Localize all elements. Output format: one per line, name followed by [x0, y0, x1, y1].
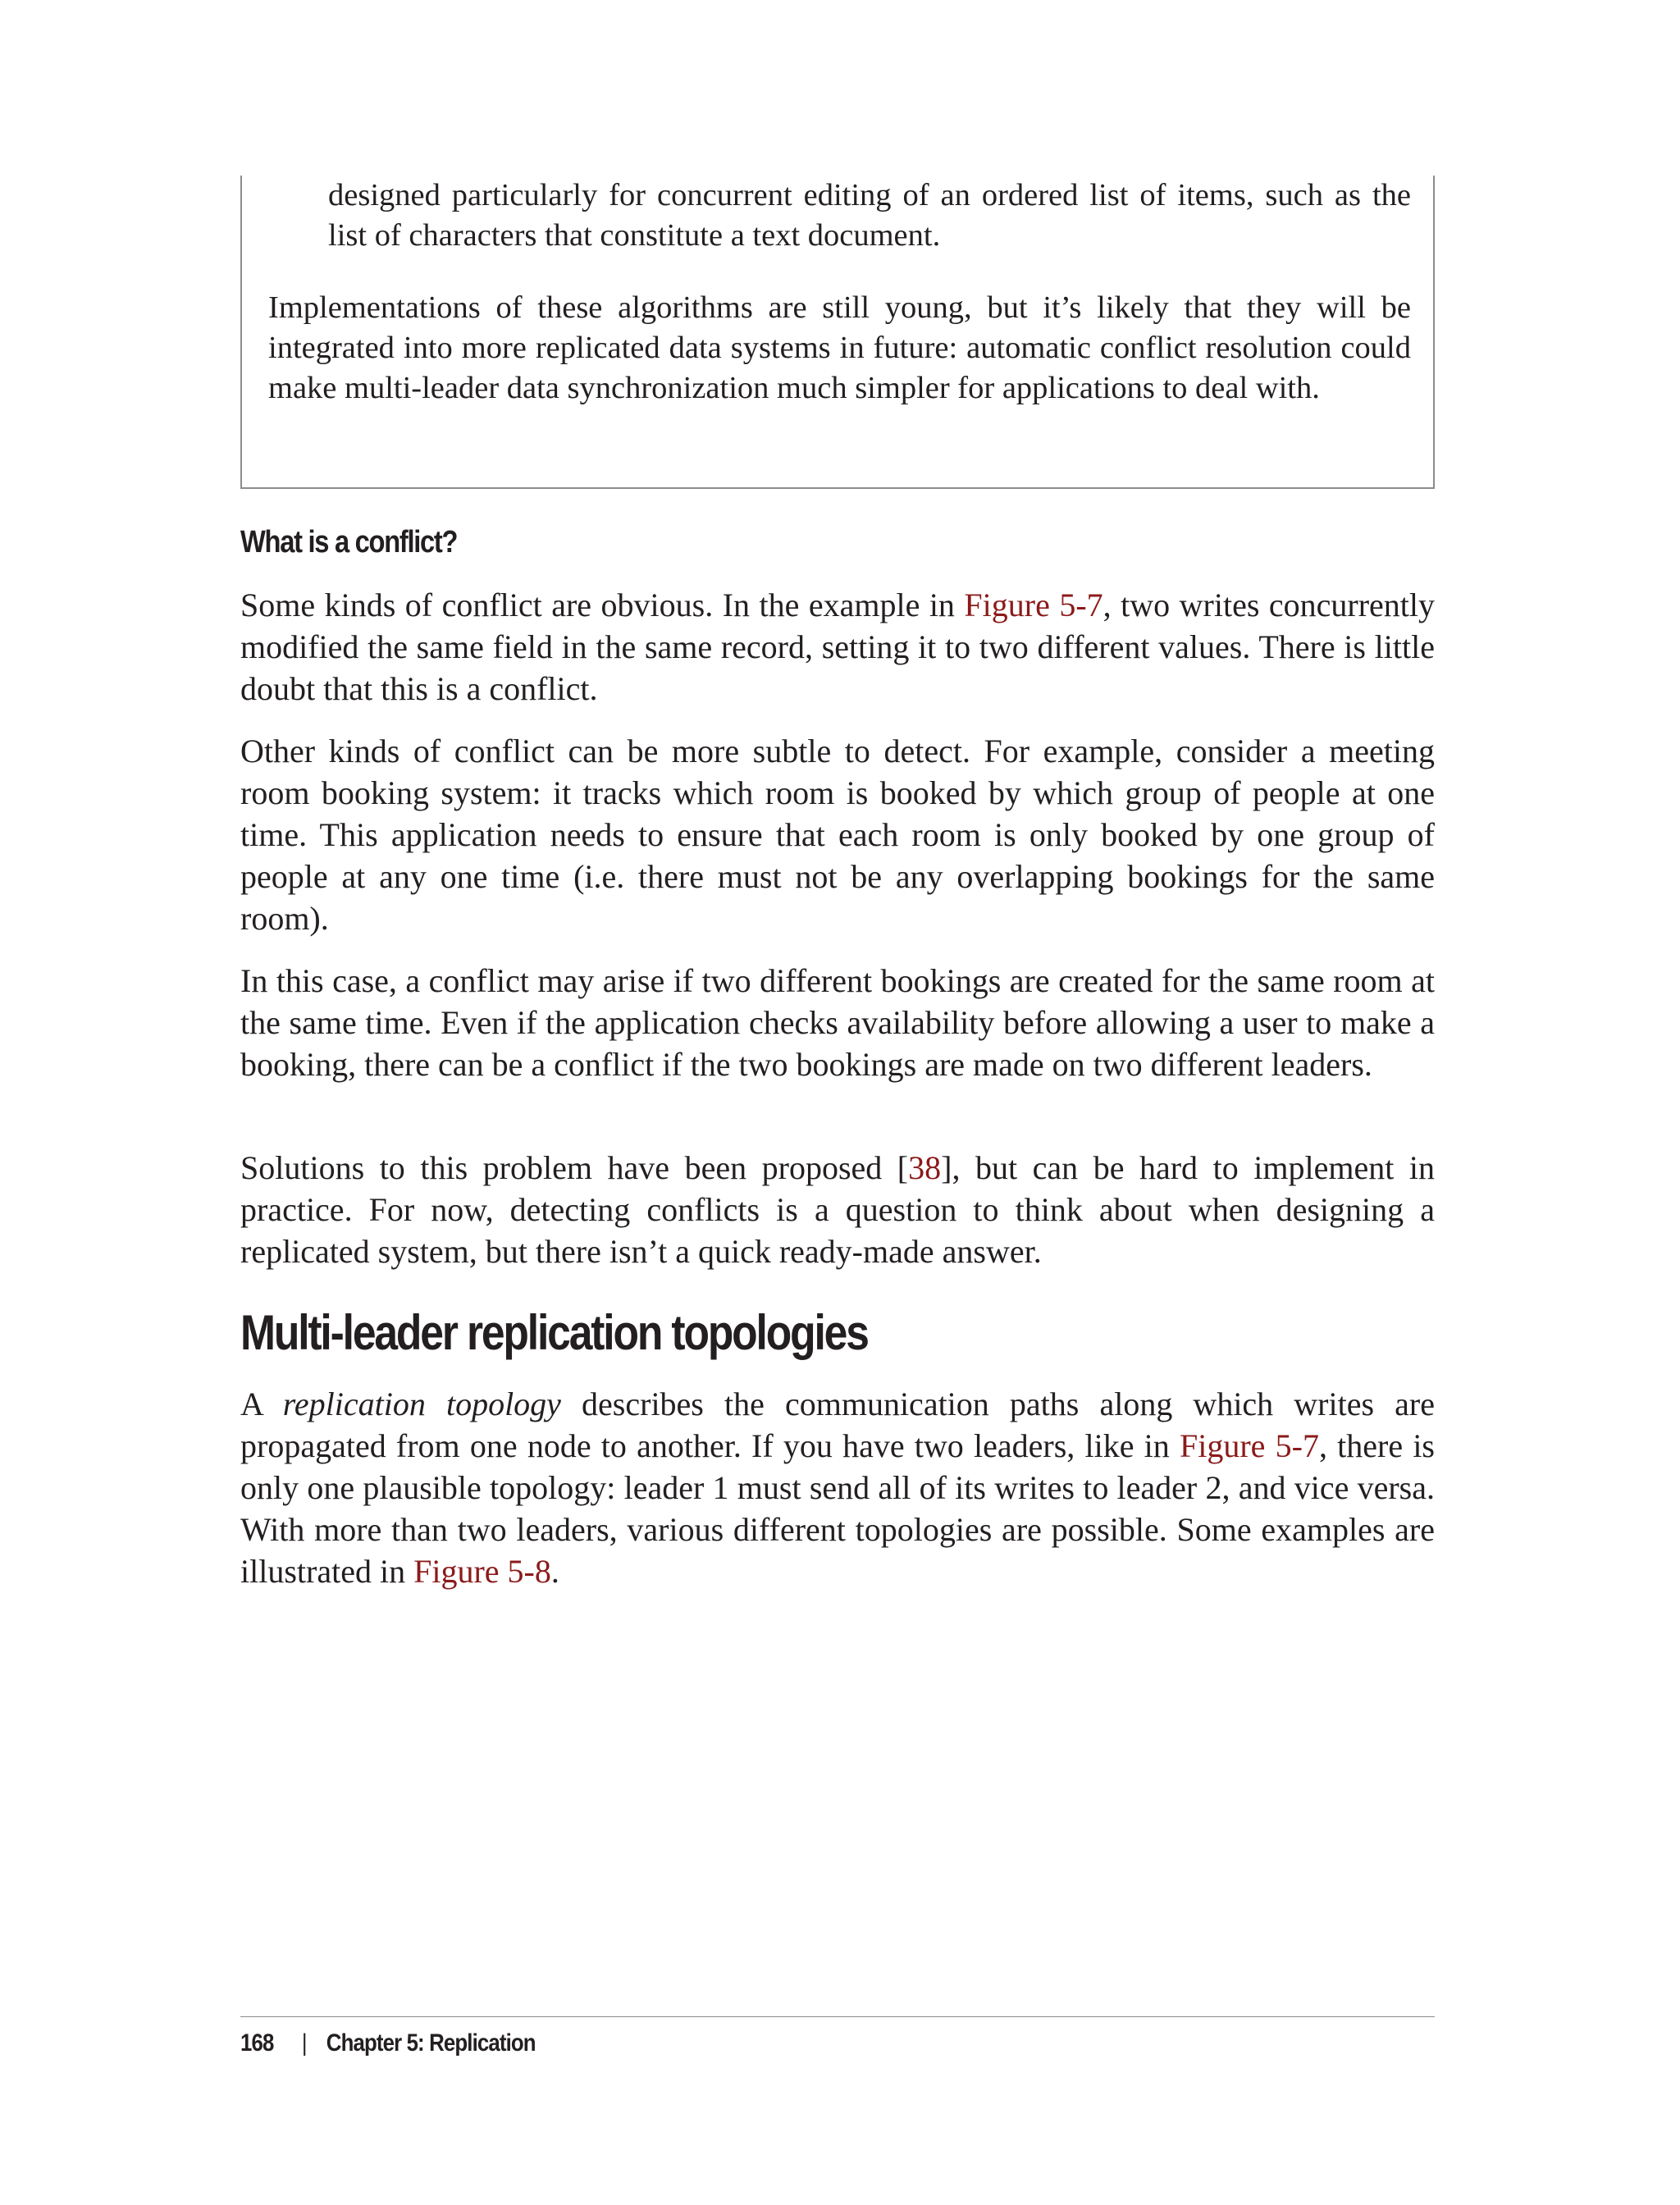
- text-span: .: [550, 1553, 559, 1590]
- text-span: , two writes concurrently modified the same field in the same record, setting it to two different values. There is little doubt that this is a conflict.: [240, 587, 1436, 707]
- page-number: 168: [240, 2029, 274, 2057]
- sidebar-paragraph: Implementations of these algorithms are still young, but it’s likely that they will be integrated into more replicated data systems in future: automatic conflict resolution could make multi-leader data synchronization much simpler for applications to deal with.: [268, 290, 1411, 405]
- paragraph-conflict-1: [240, 584, 1435, 710]
- text-span: Solutions to this problem have been proposed [: [240, 1149, 909, 1186]
- figure-5-7-link[interactable]: Figure 5-7: [1180, 1427, 1319, 1464]
- section-heading-topologies: Multi-leader replication topologies: [240, 1305, 868, 1360]
- emphasis-term: replication topology: [282, 1386, 561, 1422]
- footer-divider: [240, 2016, 1435, 2017]
- paragraph-conflict-3: In this case, a conflict may arise if two different bookings are created for the same room at the same time. Even if the application checks availability before allowing a user to make a booking, there can be a conflict if the two bookings are made on two different leaders.: [240, 962, 1435, 1083]
- footer-separator: |: [301, 2029, 307, 2057]
- text-span: Some kinds of conflict are obvious. In the example in: [240, 587, 965, 623]
- paragraph-conflict-4: [240, 1147, 1435, 1272]
- page-footer: [240, 2029, 536, 2057]
- reference-38-link[interactable]: 38: [908, 1149, 942, 1186]
- paragraph-topologies-1: [240, 1383, 1435, 1592]
- figure-5-7-link[interactable]: Figure 5-7: [964, 587, 1103, 623]
- text-span: , there is only one plausible topology: leader 1 must send all of its writes to leader 2, and vice versa. With more than two leaders, various different topologies are possible. Some examples are illustrated in: [240, 1427, 1436, 1590]
- figure-5-8-link[interactable]: Figure 5-8: [413, 1553, 551, 1590]
- text-span: describes the communication paths along which writes are propagated from one node to another. If you have two leaders, like in: [240, 1386, 1435, 1464]
- chapter-title: Chapter 5: Replication: [326, 2029, 536, 2057]
- text-span: A: [240, 1386, 283, 1422]
- section-heading-conflict: What is a conflict?: [240, 525, 458, 559]
- text-span: ], but can be hard to implement in practice. For now, detecting conflicts is a question to think about when designing a replicated system, but there isn’t a quick ready-made answer.: [240, 1149, 1435, 1270]
- sidebar-list-item: designed particularly for concurrent editing of an ordered list of items, such as the list of characters that constitute a text document.: [328, 178, 1411, 253]
- sidebar-box: [240, 176, 1435, 489]
- paragraph-conflict-2: Other kinds of conflict can be more subtle to detect. For example, consider a meeting room booking system: it tracks which room is booked by which group of people at one time. This application needs to ensure that each room is only booked by one group of people at any one time (i.e. there must not be any overlapping bookings for the same room).: [240, 733, 1435, 937]
